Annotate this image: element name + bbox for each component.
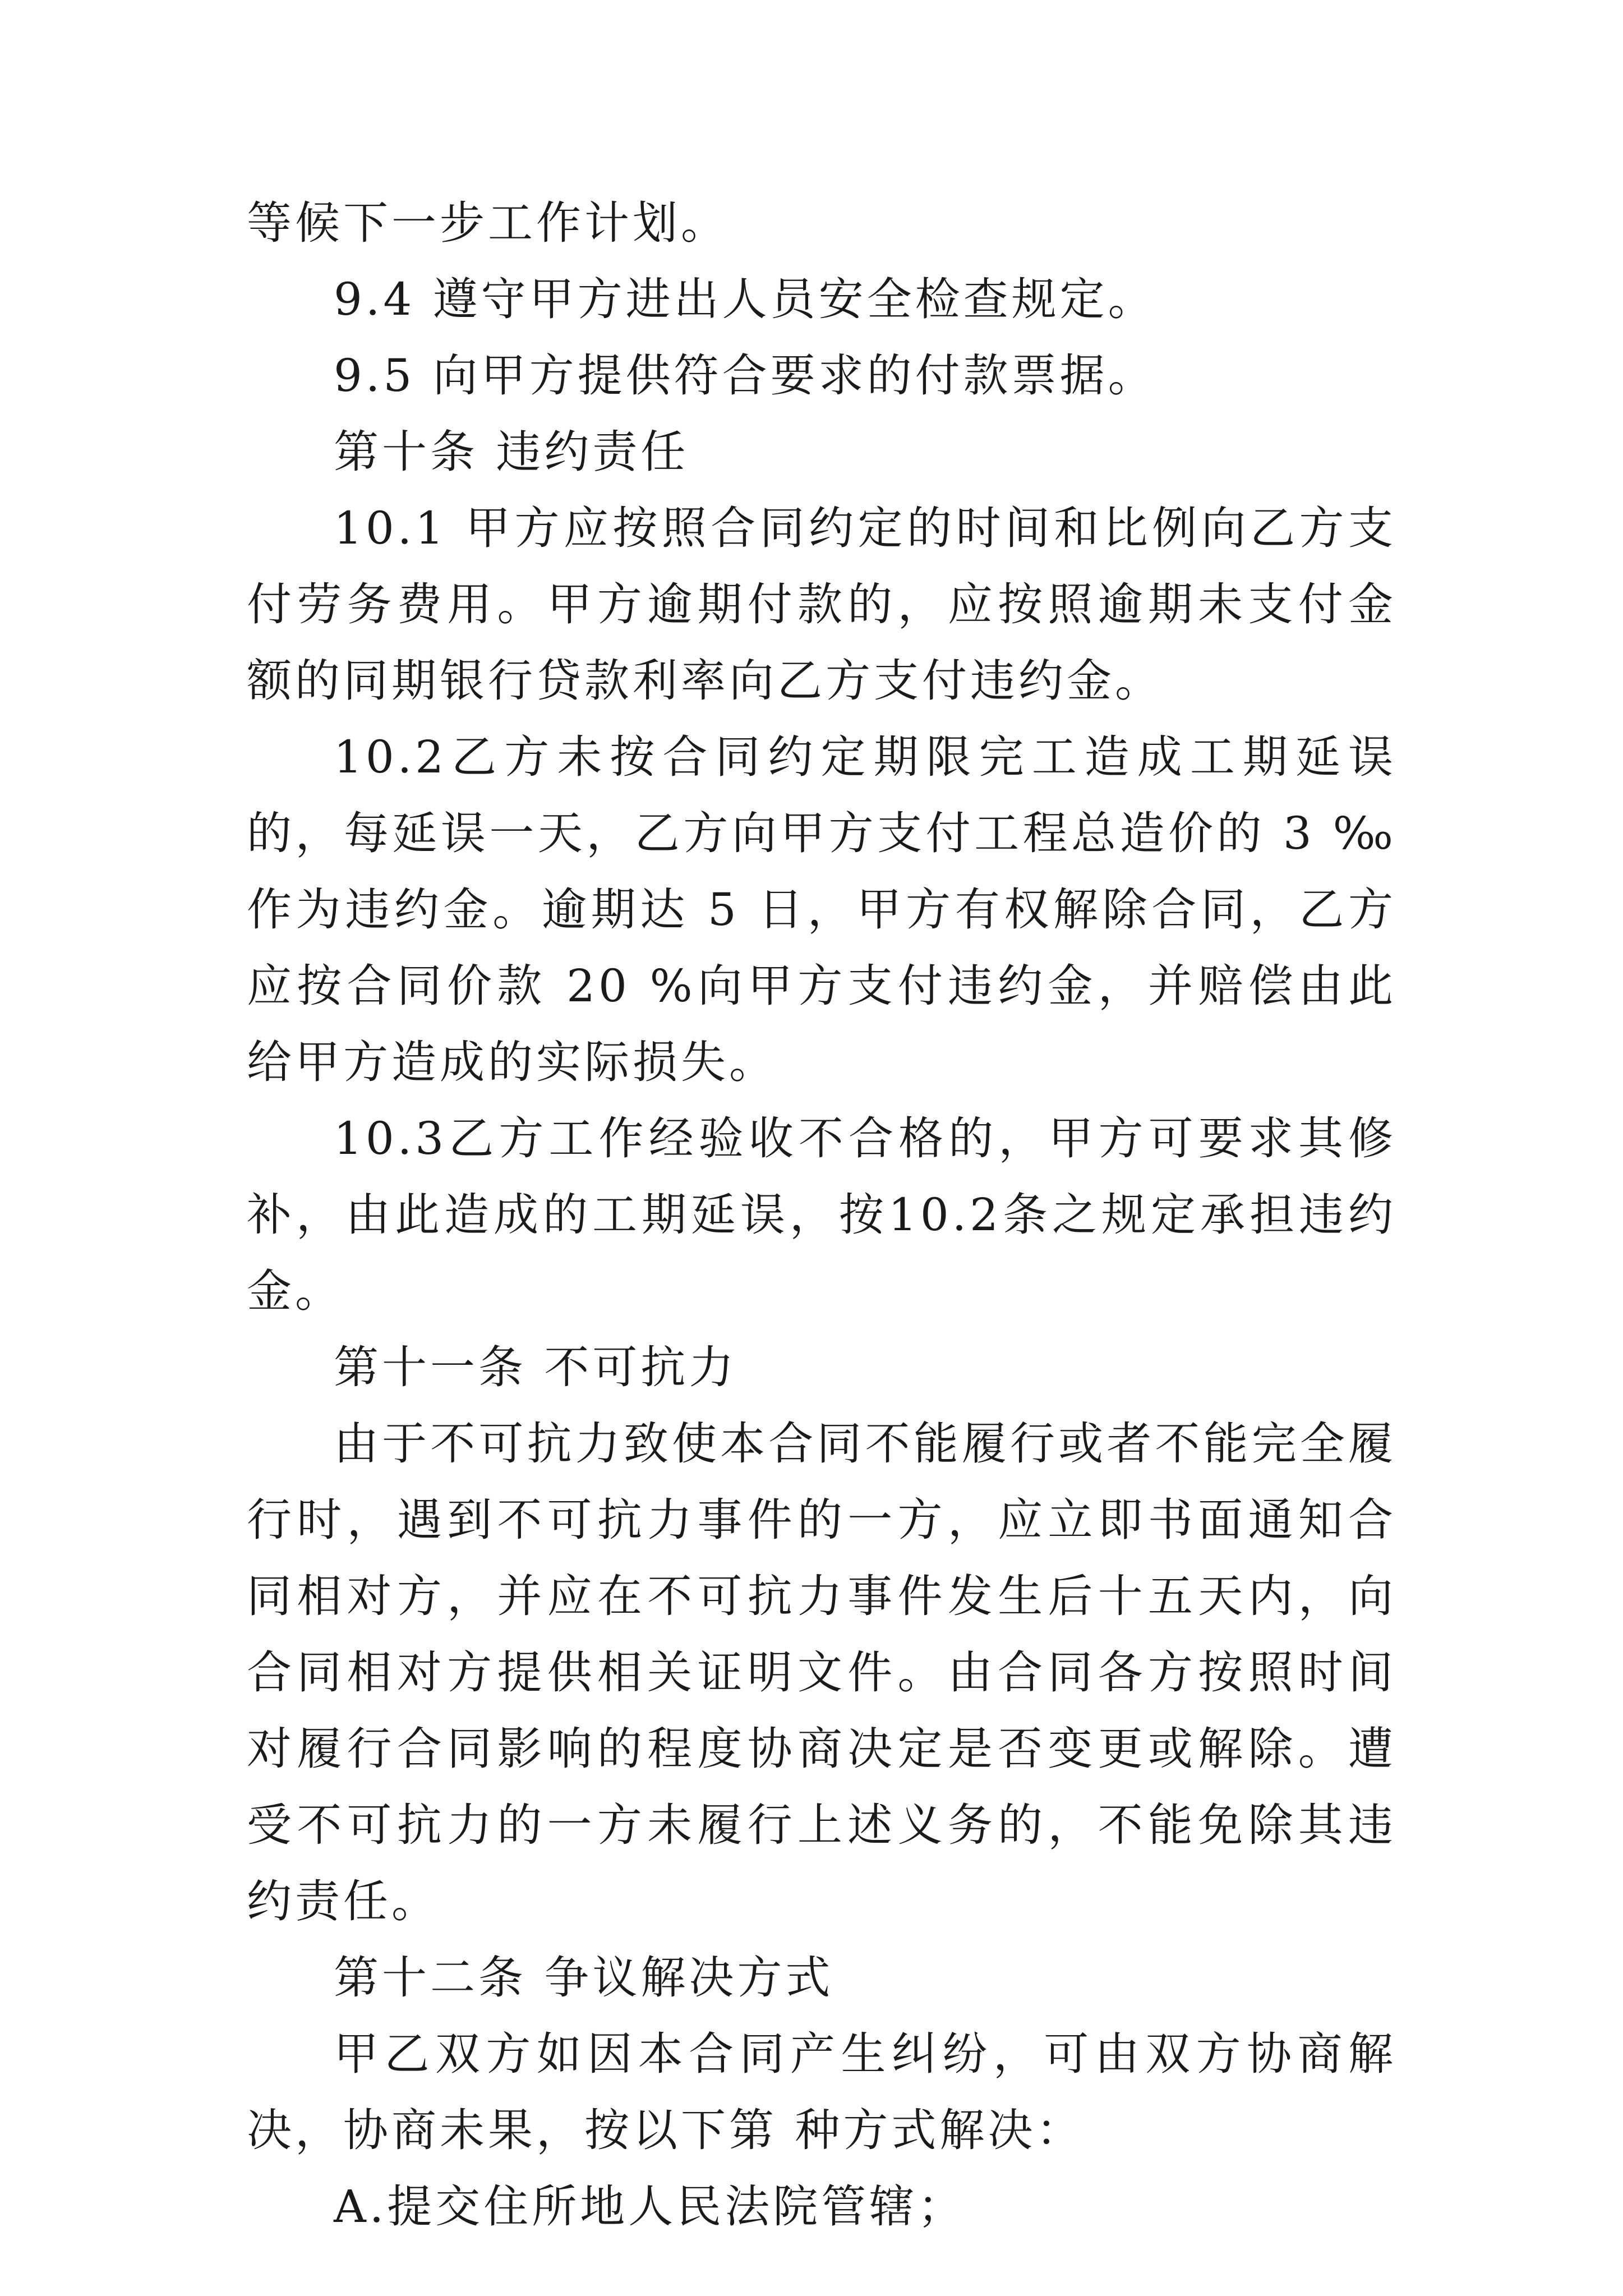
paragraph-continuation: 等候下一步工作计划。 (247, 197, 729, 249)
document-page (247, 185, 1396, 2245)
clause-9-5: 9.5 向甲方提供符合要求的付款票据。 (334, 349, 1156, 402)
clause-10-3: 10.3乙方工作经验收不合格的，甲方可要求其修补，由此造成的工期延误，按10.2条之规定承担违约金。 (247, 1112, 1396, 1317)
article-10-heading: 第十条 违约责任 (334, 426, 689, 478)
option-a: A.提交住所地人民法院管辖； (334, 2180, 966, 2233)
article-11-body: 由于不可抗力致使本合同不能履行或者不能完全履行时，遇到不可抗力事件的一方，应立即书面通知合同相对方，并应在不可抗力事件发生后十五天内，向合同相对方提供相关证明文件。由合同各方按照时间对履行合同影响的程度协商决定是否变更或解除。遭受不可抗力的一方未履行上述义务的，不能免除其违约责任。 (247, 1418, 1396, 1927)
article-11-heading: 第十一条 不可抗力 (334, 1341, 737, 1393)
clause-9-4: 9.4 遵守甲方进出人员安全检查规定。 (334, 273, 1156, 325)
article-12-body: 甲乙双方如因本合同产生纠纷，可由双方协商解决，协商未果，按以下第 种方式解决： (247, 2028, 1396, 2156)
clause-10-1: 10.1 甲方应按照合同约定的时间和比例向乙方支付劳务费用。甲方逾期付款的，应按照逾期未支付金额的同期银行贷款利率向乙方支付违约金。 (247, 502, 1396, 707)
article-12-heading: 第十二条 争议解决方式 (334, 1952, 834, 2004)
clause-10-2: 10.2乙方未按合同约定期限完工造成工期延误的，每延误一天，乙方向甲方支付工程总造价的 3 ‰作为违约金。逾期达 5 日，甲方有权解除合同，乙方应按合同价款 20 %向甲方支付违约金，并赔偿由此给甲方造成的实际损失。 (247, 731, 1396, 1088)
